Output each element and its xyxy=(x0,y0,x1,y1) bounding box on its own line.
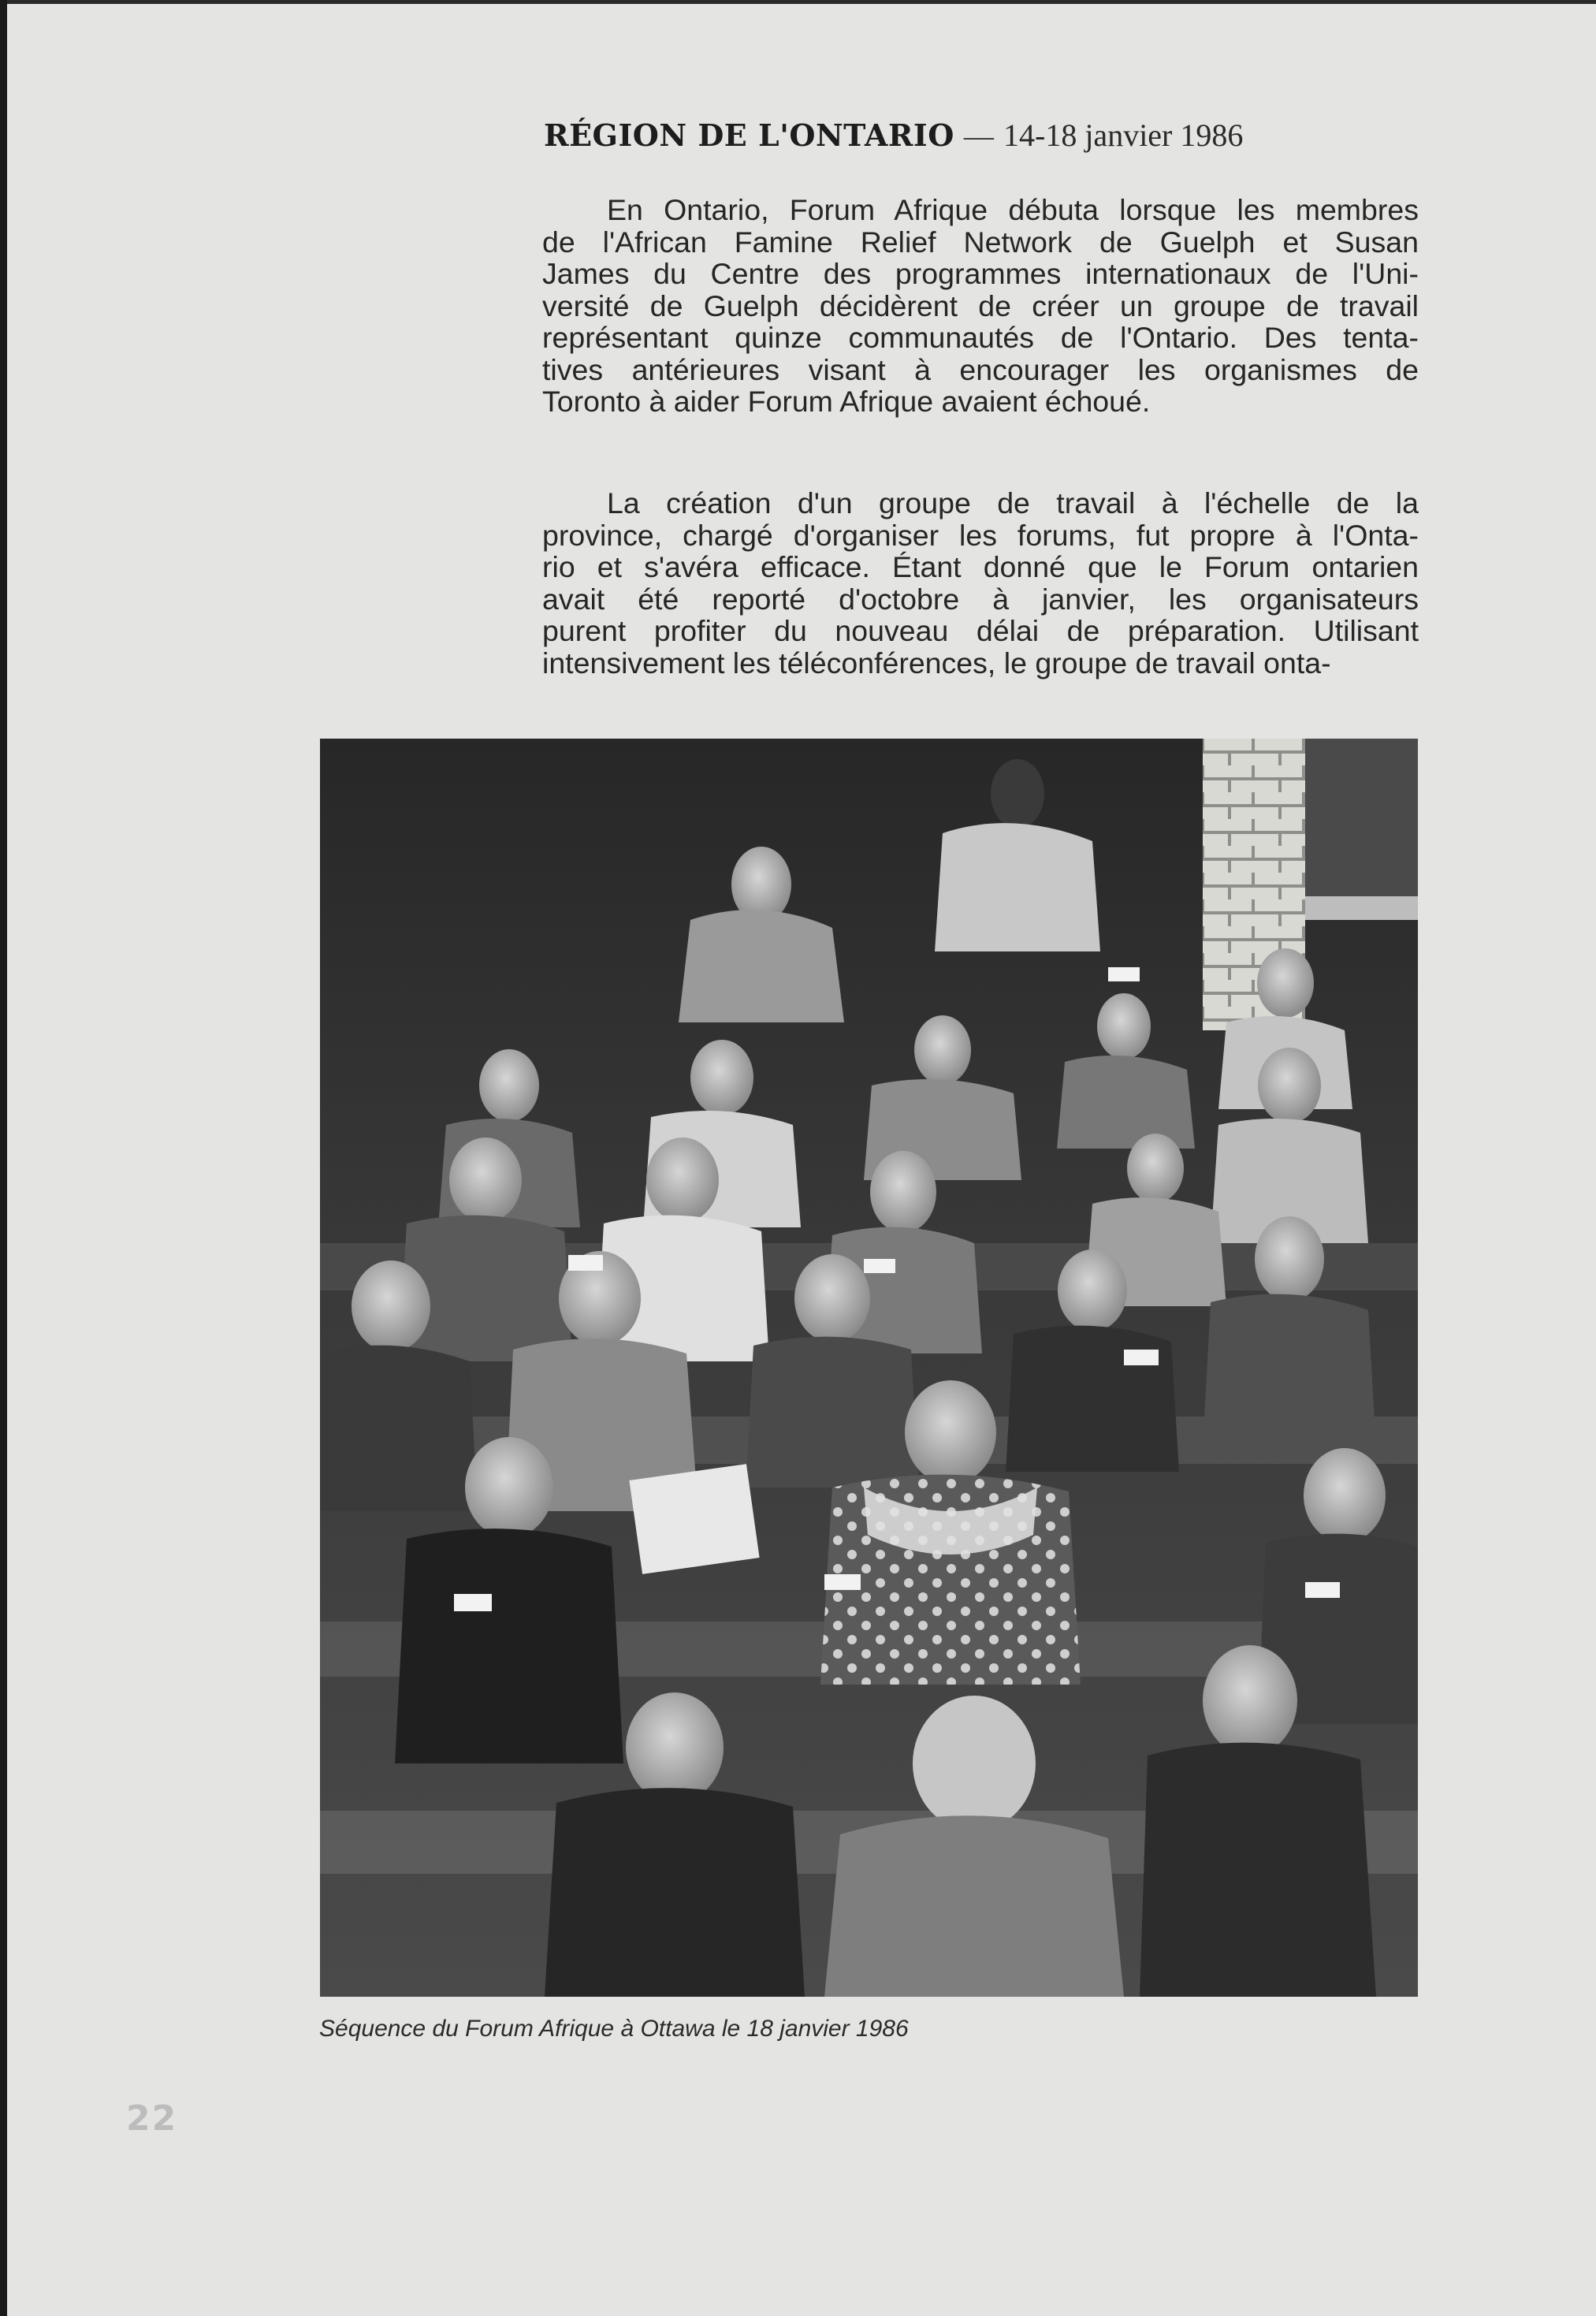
text-line: James du Centre des programmes internationaux de l'Uni- xyxy=(542,257,1419,290)
text-line: En Ontario, Forum Afrique débuta lorsque les membres xyxy=(607,193,1419,226)
section-heading xyxy=(544,117,1411,155)
heading-separator: — xyxy=(963,120,994,153)
region-title: RÉGION DE L'ONTARIO xyxy=(544,117,954,153)
text-line: avait été reporté d'octobre à janvier, les organisateurs xyxy=(542,582,1419,616)
text-line: versité de Guelph décidèrent de créer un groupe de travail xyxy=(542,289,1419,322)
text-line: purent profiter du nouveau délai de préparation. Utilisant xyxy=(542,614,1419,647)
event-date: 14-18 janvier 1986 xyxy=(1003,117,1244,153)
text-line: de l'African Famine Relief Network de Guelph et Susan xyxy=(542,225,1419,259)
text-line: Toronto à aider Forum Afrique avaient échoué. xyxy=(542,385,1151,418)
page-top-edge xyxy=(0,0,1596,4)
text-line: La création d'un groupe de travail à l'échelle de la xyxy=(607,486,1419,519)
text-line: intensivement les téléconférences, le groupe de travail onta- xyxy=(542,646,1331,680)
text-line: représentant quinze communautés de l'Ontario. Des tenta- xyxy=(542,321,1419,354)
forum-audience-photo xyxy=(320,739,1418,1997)
page-number: 22 xyxy=(126,2098,178,2139)
text-line: tives antérieures visant à encourager les organismes de xyxy=(542,352,1419,386)
paragraph-intro xyxy=(542,194,1419,418)
text-line: rio et s'avéra efficace. Étant donné que le Forum ontarien xyxy=(542,550,1419,583)
photo-caption: Séquence du Forum Afrique à Ottawa le 18 janvier 1986 xyxy=(319,2016,909,2042)
page-left-edge xyxy=(0,0,7,2316)
text-line: province, chargé d'organiser les forums, fut propre à l'Onta- xyxy=(542,518,1419,552)
paragraph-task-force xyxy=(542,487,1419,679)
